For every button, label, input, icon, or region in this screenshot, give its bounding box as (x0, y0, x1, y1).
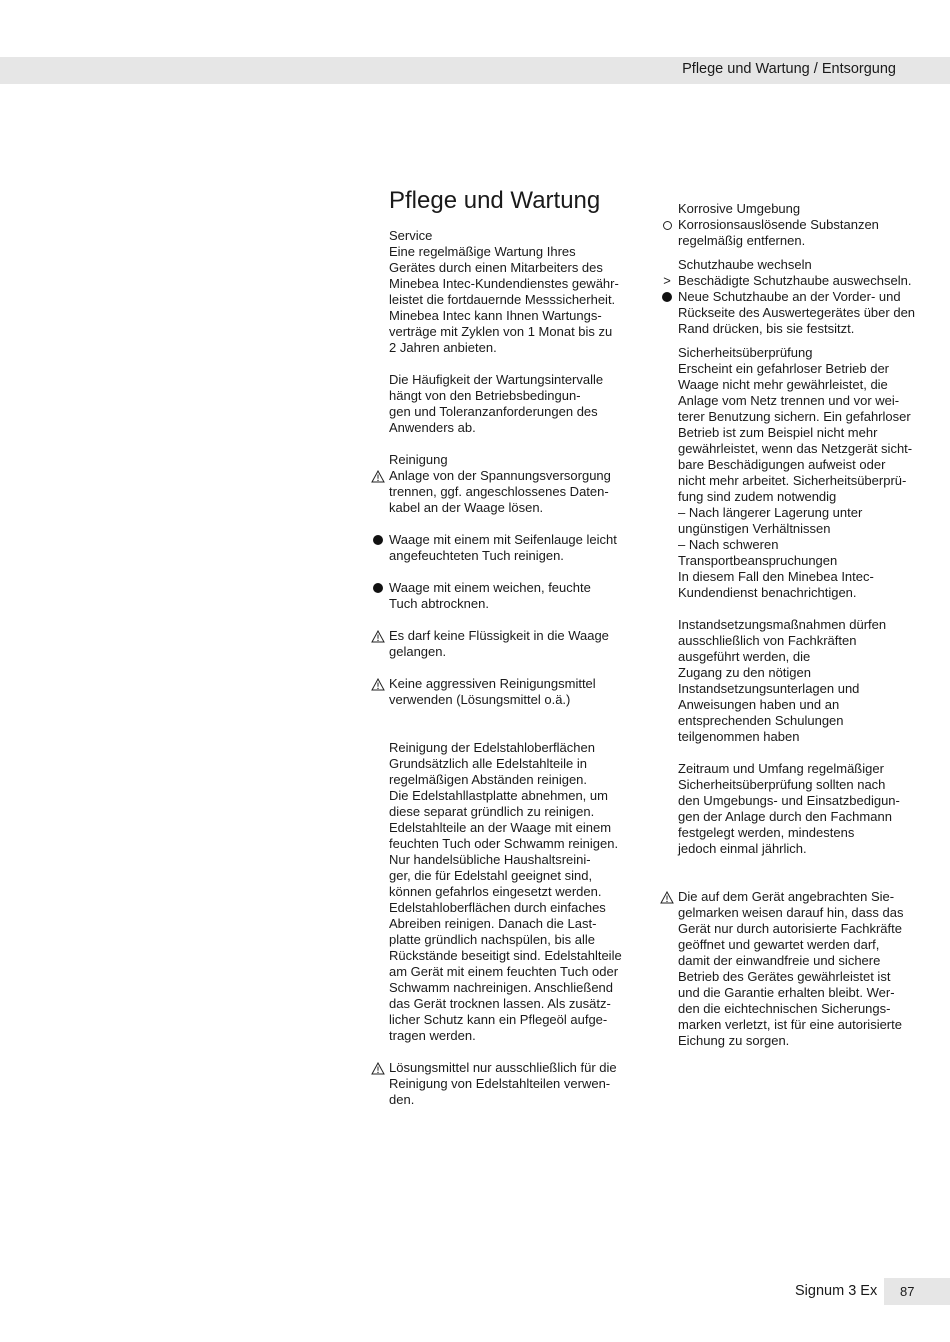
text-line: licher Schutz kann ein Pflegeöl aufge- (389, 1012, 608, 1027)
solvent-warning-text (389, 1060, 629, 1108)
right-column (663, 201, 918, 1065)
text-line: Keine aggressiven Reinigungsmittel (389, 676, 596, 691)
text-line: Korrosionsauslösende Substanzen (678, 217, 879, 232)
text-line: Zeitraum und Umfang regelmäßiger (678, 761, 884, 776)
page-title: Pflege und Wartung (389, 187, 601, 214)
text-line: Anlage vom Netz trennen und vor wei- (678, 393, 900, 408)
text-line: Zugang zu den nötigen (678, 665, 811, 680)
service-section (389, 228, 629, 356)
text-line: ausgeführt werden, die (678, 649, 811, 664)
text-line: angefeuchteten Tuch reinigen. (389, 548, 564, 563)
text-line: In diesem Fall den Minebea Intec- (678, 569, 874, 584)
cleaning-step-1-text (389, 532, 629, 564)
corrosive-text (678, 217, 918, 249)
text-line: Reinigung von Edelstahlteilen verwen- (389, 1076, 611, 1091)
text-line: damit der einwandfreie und sichere (678, 953, 881, 968)
text-line: Waage nicht mehr gewährleistet, die (678, 377, 888, 392)
text-line: leistet die fortdauernde Messsicherheit. (389, 292, 616, 307)
text-line: können gefahrlos eingesetzt werden. (389, 884, 602, 899)
text-line: ungünstigen Verhältnissen (678, 521, 831, 536)
text-line: fung sind zudem notwendig (678, 489, 837, 504)
text-line: ausschließlich von Fachkräften (678, 633, 857, 648)
page-number: 87 (884, 1278, 950, 1305)
text-line: Edelstahlteile an der Waage mit einem (389, 820, 612, 835)
text-line: Rückseite des Auswertegerätes über den (678, 305, 916, 320)
text-line: Eichung zu sorgen. (678, 1033, 790, 1048)
text-line: – Nach schweren (678, 537, 779, 552)
cleaning-section (389, 452, 629, 516)
header-bar (0, 57, 950, 84)
filled-circle-bullet-icon (660, 289, 674, 305)
text-line: Transportbeanspruchungen (678, 553, 838, 568)
text-line: Reinigung der Edelstahloberflächen (389, 740, 595, 755)
warning-triangle-icon (371, 676, 385, 692)
cleaning-step-2-text (389, 580, 629, 612)
text-line: den. (389, 1092, 415, 1107)
text-line: Gerät nur durch autorisierte Fachkräfte (678, 921, 902, 936)
text-line: Waage mit einem weichen, feuchte (389, 580, 591, 595)
solvent-warning (389, 1060, 629, 1108)
text-line: Edelstahloberflächen durch einfaches (389, 900, 606, 915)
text-line: Minebea Intec-Kundendienstes gewähr- (389, 276, 619, 291)
text-line: Rückstände beseitigt sind. Edelstahlteile (389, 948, 622, 963)
text-line: Schwamm nachreinigen. Anschließend (389, 980, 614, 995)
text-line: teilgenommen haben (678, 729, 800, 744)
warning-triangle-icon (371, 468, 385, 484)
text-line: gelmarken weisen darauf hin, dass das (678, 905, 904, 920)
agents-warning (389, 676, 629, 708)
text-line: bare Beschädigungen aufweist oder (678, 457, 886, 472)
service-text (389, 244, 629, 356)
cleaning-step-1 (389, 532, 629, 564)
text-line: Instandsetzungsunterlagen und (678, 681, 860, 696)
liquid-warning-text (389, 628, 629, 660)
text-line: Lösungsmittel nur ausschließlich für die (389, 1060, 617, 1075)
text-line: trennen, ggf. angeschlossenes Daten- (389, 484, 609, 499)
text-line: Neue Schutzhaube an der Vorder- und (678, 289, 901, 304)
cover-section (663, 257, 918, 337)
warning-triangle-icon (371, 1060, 385, 1076)
corrosive-heading: Korrosive Umgebung (678, 201, 801, 216)
seal-marks-warning-text (678, 889, 918, 1049)
safety-heading: Sicherheitsüberprüfung (678, 345, 813, 360)
text-line: Betrieb ist zum Beispiel nicht mehr (678, 425, 878, 440)
cover-step-1-text: Beschädigte Schutzhaube auswechseln. (678, 273, 912, 288)
text-line: Nur handelsübliche Haushaltsreini- (389, 852, 591, 867)
text-line: Eine regelmäßige Wartung Ihres (389, 244, 576, 259)
cover-step-2-text (678, 289, 918, 337)
product-name: Signum 3 Ex (795, 1283, 878, 1299)
text-line: – Nach längerer Lagerung unter (678, 505, 863, 520)
text-line: Grundsätzlich alle Edelstahlteile in (389, 756, 587, 771)
text-line: den Umgebungs- und Einsatzbedigun- (678, 793, 900, 808)
cleaning-step-2 (389, 580, 629, 612)
text-line: Die Häufigkeit der Wartungsintervalle (389, 372, 604, 387)
text-line: Gerätes durch einen Mitarbeiters des (389, 260, 603, 275)
text-line: gelangen. (389, 644, 447, 659)
text-line: hängt von den Betriebsbedingun- (389, 388, 581, 403)
text-line: ger, die für Edelstahl geeignet sind, (389, 868, 593, 883)
text-line: verträge mit Zyklen von 1 Monat bis zu (389, 324, 613, 339)
frequency-paragraph (389, 372, 629, 436)
text-line: Die auf dem Gerät angebrachten Sie- (678, 889, 895, 904)
liquid-warning (389, 628, 629, 660)
cleaning-warning-text (389, 468, 629, 516)
text-line: nicht mehr arbeitet. Sicherheitsüberprü- (678, 473, 907, 488)
repair-paragraph (678, 617, 918, 745)
text-line: Minebea Intec kann Ihnen Wartungs- (389, 308, 602, 323)
warning-triangle-icon (660, 889, 674, 905)
filled-circle-bullet-icon (371, 580, 385, 596)
text-line: entsprechenden Schulungen (678, 713, 844, 728)
steel-cleaning-paragraph (389, 740, 629, 1044)
text-line: feuchten Tuch oder Schwamm reinigen. (389, 836, 619, 851)
cleaning-heading: Reinigung (389, 452, 448, 467)
left-column (389, 186, 629, 1124)
text-line: Anwenders ab. (389, 420, 476, 435)
text-line: gewährleistet, wenn das Netzgerät sicht- (678, 441, 913, 456)
text-line: regelmäßig entfernen. (678, 233, 806, 248)
text-line: platte gründlich nachspülen, bis alle (389, 932, 595, 947)
corrosive-section (678, 201, 918, 249)
text-line: marken verletzt, ist für eine autorisierte (678, 1017, 902, 1032)
safety-text (678, 361, 918, 601)
text-line: 2 Jahren anbieten. (389, 340, 497, 355)
text-line: gen der Anlage durch den Fachmann (678, 809, 892, 824)
text-line: Sicherheitsüberprüfung sollten nach (678, 777, 886, 792)
cleaning-warning (389, 468, 629, 516)
text-line: Instandsetzungsmaßnahmen dürfen (678, 617, 887, 632)
text-line: kabel an der Waage lösen. (389, 500, 544, 515)
text-line: den die eichtechnischen Sicherungs- (678, 1001, 891, 1016)
text-line: Es darf keine Flüssigkeit in die Waage (389, 628, 609, 643)
service-heading: Service (389, 228, 433, 243)
text-line: am Gerät mit einem feuchten Tuch oder (389, 964, 619, 979)
text-line: diese separat gründlich zu reinigen. (389, 804, 595, 819)
text-line: Anweisungen haben und an (678, 697, 840, 712)
text-line: das Gerät trocknen lassen. Als zusätz- (389, 996, 611, 1011)
text-line: Die Edelstahllastplatte abnehmen, um (389, 788, 608, 803)
cover-heading: Schutzhaube wechseln (678, 257, 812, 272)
open-circle-bullet-icon (660, 217, 674, 233)
text-line: Erscheint ein gefahrloser Betrieb der (678, 361, 890, 376)
cover-step-2 (678, 289, 918, 337)
text-line: und die Garantie erhalten bleibt. Wer- (678, 985, 895, 1000)
text-line: jedoch einmal jährlich. (678, 841, 807, 856)
text-line: tragen werden. (389, 1028, 476, 1043)
corrosive-instruction (678, 217, 918, 249)
text-line: Rand drücken, bis sie festsitzt. (678, 321, 855, 336)
text-line: regelmäßigen Abständen reinigen. (389, 772, 588, 787)
warning-triangle-icon (371, 628, 385, 644)
text-line: terer Benutzung sichern. Ein gefahrloser (678, 409, 911, 424)
seal-marks-warning (678, 889, 918, 1049)
text-line: verwenden (Lösungsmittel o.ä.) (389, 692, 571, 707)
safety-section (678, 345, 918, 601)
agents-warning-text (389, 676, 629, 708)
period-paragraph (678, 761, 918, 857)
arrow-right-icon: > (663, 273, 671, 288)
text-line: Abreiben reinigen. Danach die Last- (389, 916, 597, 931)
filled-circle-bullet-icon (371, 532, 385, 548)
text-line: Kundendienst benachrichtigen. (678, 585, 857, 600)
cover-step-1 (663, 273, 918, 289)
text-line: Waage mit einem mit Seifenlauge leicht (389, 532, 617, 547)
text-line: gen und Toleranzanforderungen des (389, 404, 598, 419)
text-line: Tuch abtrocknen. (389, 596, 489, 611)
text-line: Betrieb des Gerätes gewährleistet ist (678, 969, 891, 984)
section-title: Pflege und Wartung / Entsorgung (682, 61, 896, 77)
text-line: Anlage von der Spannungsversorgung (389, 468, 611, 483)
text-line: festgelegt werden, mindestens (678, 825, 855, 840)
text-line: geöffnet und gewartet werden darf, (678, 937, 880, 952)
